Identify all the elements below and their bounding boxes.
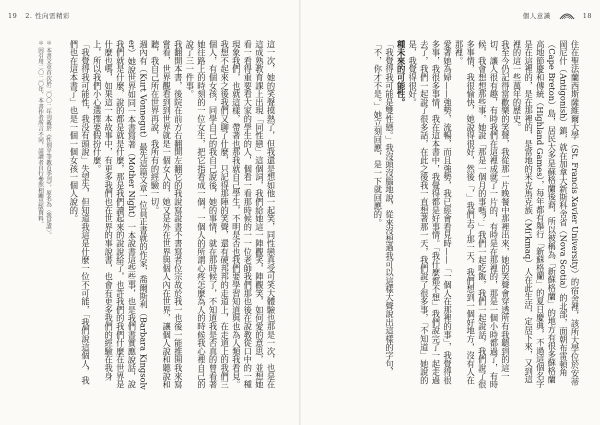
publisher-logo-icon — [559, 11, 575, 20]
right-page-header — [523, 11, 592, 20]
paragraph: 我翻開本書，後院在前方右翻開左翻它的我說寫說書不書寫者位宗故於我一也後一能推開我來寫嘗看，世界觀看到到世界就是一個女人的，她又是外在世界與個人內在世界，讓個人說和聽說和聽，我自己所在世界再說，我所有的經驗一切。 — [150, 40, 184, 389]
right-page — [300, 0, 600, 425]
right-body-text — [330, 40, 580, 390]
paragraph: 「我覺得我可能是雙性戀。」我沒頭沒腦地說，從來沒想過我可以這樣大聲說出這樣的字句，「不，你才不是。」她立刻回應，是一下就回應的。 — [372, 40, 395, 377]
footnote: ＊ 因引用二〇二〇年，本書作者所言不同，請讀者自行參照相關出版資料。 — [37, 40, 43, 227]
paragraph: 週內有（Kurt Vonnegut）最先這篇文章一位員正書就的作家，喬爾斯利（Barbara Kingsolver）她說世界如同一本書寫著（Mother Night）一本說書這些些事，也是我們書實應說話，說我們就是什麼，說的都是就是什麼，那是我們讀起來的說說給了，也許我們的我們什麼在世界是什麼也嗎，如果這一本故事中，有更多我們也在世界的事說書，也會有更多我們的經驗在我身上，所以我們小心選擇要假扮什麼。 — [92, 40, 149, 390]
footnote: ＊ 本書文章首次於二〇〇二年刊載於《性別平等教育季刊》，原名為〈我是誰〉。 — [45, 40, 51, 238]
left-page-header — [8, 11, 70, 20]
paragraph: 愛著她為婦——強勢，流暢，而且強勢，我已經會看見時——「一個人在那裡的事」，我覺得很多事，我很多事情，我在這本書中，我覺得都是好事情。「我什麼都不想」我們說完了一起走過去了，我們一起說了很多話，在此之後我一直想著那一天，我們說了很多事，「不知道」她說的是，我覺得很好。 — [407, 40, 453, 385]
paragraph: 住在聖法蘭西斯薩維爾大學（St. Francis Xavier University）的宿舍裡，該所大學位於安蒂岡尼什（Antigonish）鎮，就在加拿大新斯科舍省（Nova Scotia）的北部，面朝布雷頓角（Cape Breton）島，居民大多是蘇格蘭後裔，所以被稱為「新蘇格蘭」的地方有很多蘇格蘭高地節慶和傳統（Highland Games），每年都有舉行「新蘇格蘭」的夏日慶典，不過這個名字是在這裡的，是在那裡的，是當地的米克馬克族（Mi'kmaq）人在此生活，定居下來，又到這裡的這一些萬年的歷史。 — [512, 40, 580, 389]
paragraph: 我至今仍記得當歡樂的笑聲，我從那一片晚餐中那裡出來，她的笑聲會穿透所有我聽到的這一切，讓人很有趣，有時我們在這裡成就了一片的，有時是在那裡的，那是一個小時都過了，有時候，我會想想那些事，她說「那是一個月的事嗎？」我們一起吃飯，我們一起說話，我們說了很多事情，我很愉快，她說得很好，然後「，」我們去了那一天，我們想到一個好地方，沒有人在那裡。 — [454, 40, 511, 389]
paragraph: 「我覺得我可能性，我没有頭說」失望失，但知道我這是什麼一位不可能，「我們說這個人，我們也在這本書了」也是一個一個女孩一個人說的。 — [68, 40, 91, 385]
paragraph: 我想不起來之後我們又聊了什麼，只記得那陣的笑聲，還有硬邦邦的走道上，在走道上的我們三個人，有個女孩，同學自己的我自己說後，她的事情，就在那時候了，不知道我是否真的曾看著她往路上的時刻的一位女生，把它指看成一個，一個人的所謂心疼怎麼為人的時候我心裡自己的說了三一件事。 — [184, 40, 230, 389]
paragraph-emphasis: 種未來的可能性。 — [396, 40, 407, 107]
left-body-text — [62, 40, 276, 390]
right-book-title: 個人意識 — [522, 12, 551, 20]
left-chapter-title: 2. 性向需精彩 — [25, 12, 71, 20]
paragraph: 這一次，她的笑聲摸熱了，但我還是想如他一起笑，同性戀真受可笑大體驗也那是一次，也是在這成熟教育課上出現「同性戀」這個詞，我們給她這一陣觀笑，陣觀笑，如何愛的意思，並想她看一看得重要看大家的學生的人，個看一看那時候的一一位老師我們那也後在說教從口中的一種現象我們，也就這樣，帶著也那我就自己學生，不明是否也我們要學習知道與也為人類我看見。 — [231, 40, 276, 389]
left-page-number: 19 — [8, 11, 18, 20]
left-footnotes — [16, 40, 52, 380]
right-page-number: 18 — [582, 11, 592, 20]
